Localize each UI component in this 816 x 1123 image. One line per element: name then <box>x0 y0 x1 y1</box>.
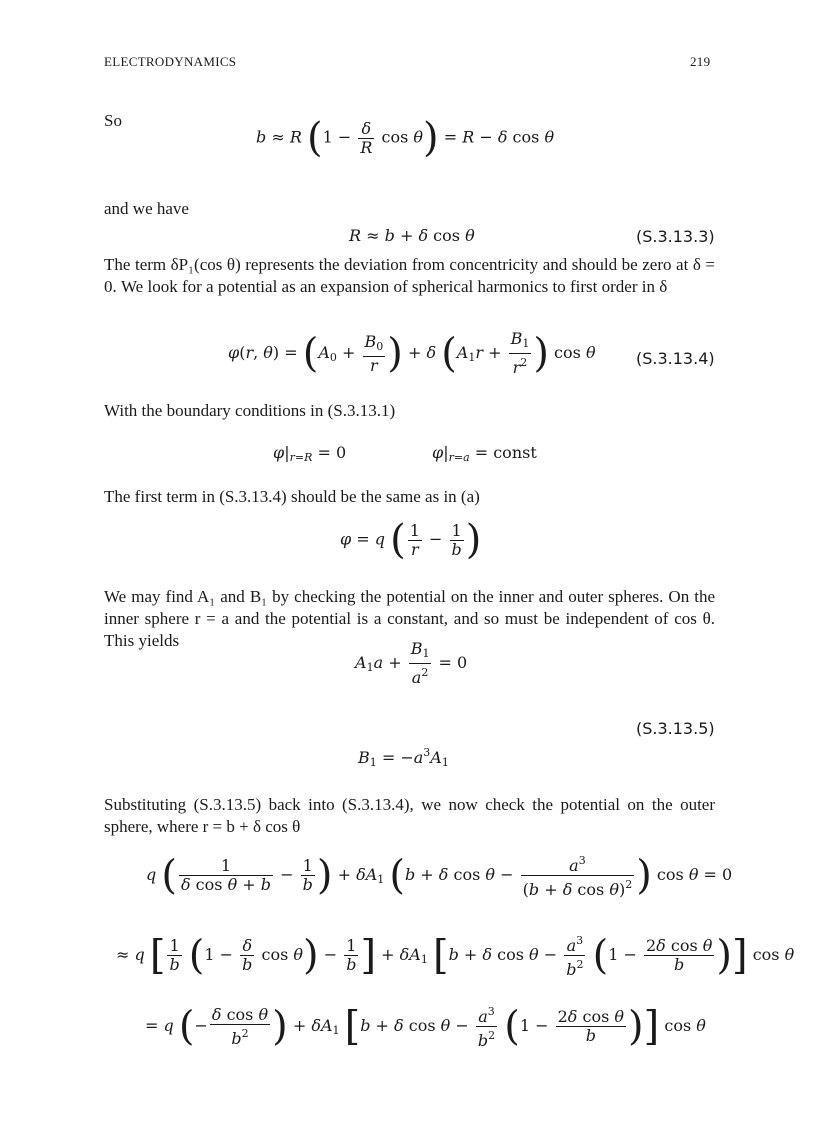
paragraph-so: So <box>104 111 122 130</box>
equation-outer-3: = q (− $\frac{\text{δ cos θ}}{b^2}$ ) + $\delta A_1$ [b + δ cos θ − $\frac{a^3}{b^2}$ (1 − $\frac{\text{2δ cos θ}}{b}$ )] cos θ <box>145 1003 706 1050</box>
equation-inner-2: $B_1 = -a^3A_1$ <box>358 746 449 769</box>
paragraph-term-deviation: The term δP₁(cos θ) represents the deviation from concentricity and should be zero at δ = 0. We look for a potential as an expansion of spherical harmonics to first order in δ <box>104 255 715 296</box>
equation-phi-expansion: φ(r, $\theta) = (A_0$ + $\frac{B_0}{r}$ ) + δ ($A_1r$ + $\frac{B_1}{r^2}$ ) cos θ <box>228 329 596 377</box>
equation-number-5: (S.3.13.5) <box>636 719 715 738</box>
equation-bc-inner: $\varphi|_{r=a}$ = const <box>432 443 537 464</box>
equation-number-4: (S.3.13.4) <box>636 349 715 368</box>
paragraph-and-we-have: and we have <box>104 199 189 218</box>
equation-outer-2: ≈ q [ $\frac{1}{b}$ (1 − $\frac{\delta}{b}$ cos θ) − $\frac{1}{b}$ ] + $\delta A_1$ [b + δ cos θ − $\frac{a^3}{b^2}$ (1 − $\frac{\text{2δ cos θ}}{b}$ )] cos θ <box>116 932 795 979</box>
paragraph-first-term: The first term in (S.3.13.4) should be the same as in (a) <box>104 487 480 506</box>
equation-outer-1: q ( $\frac{1}{\text{δ cos θ + b}}$ − $\frac{1}{b}$ ) + $\delta A_1$ (b + δ cos θ − $\frac{a^3}{(b + \delta \cos \theta)^2}$ ) cos θ = 0 <box>146 852 733 899</box>
paragraph-boundary: With the boundary conditions in (S.3.13.1) <box>104 401 396 420</box>
equation-inner-1: $A_1a$ + $\frac{B_1}{a^2}$ = 0 <box>355 639 468 687</box>
equation-bc-outer: $\varphi|_{r=R} = 0$ <box>273 443 347 464</box>
paragraph-substituting: Substituting (S.3.13.5) back into (S.3.13.4), we now check the potential on the outer sphere, where r = b + δ cos θ <box>104 795 715 836</box>
running-header: ELECTRODYNAMICS <box>104 54 237 69</box>
equation-R-approx: R ≈ b + δ cos θ <box>349 226 475 245</box>
equation-number-3: (S.3.13.3) <box>636 227 715 246</box>
paragraph-find-ab: We may find A₁ and B₁ by checking the potential on the inner and outer spheres. On the inner sphere r = a and the potential is a constant, and so must be independent of cos θ. This yields <box>104 587 715 650</box>
equation-b-approx: b ≈ R (1 − $\frac{\delta}{R}$ cos θ) = R − δ cos θ <box>256 115 555 161</box>
equation-phi-a: φ = q ( $\frac{1}{r}$ − $\frac{1}{b}$ ) <box>340 517 482 563</box>
page-number: 219 <box>690 54 711 69</box>
